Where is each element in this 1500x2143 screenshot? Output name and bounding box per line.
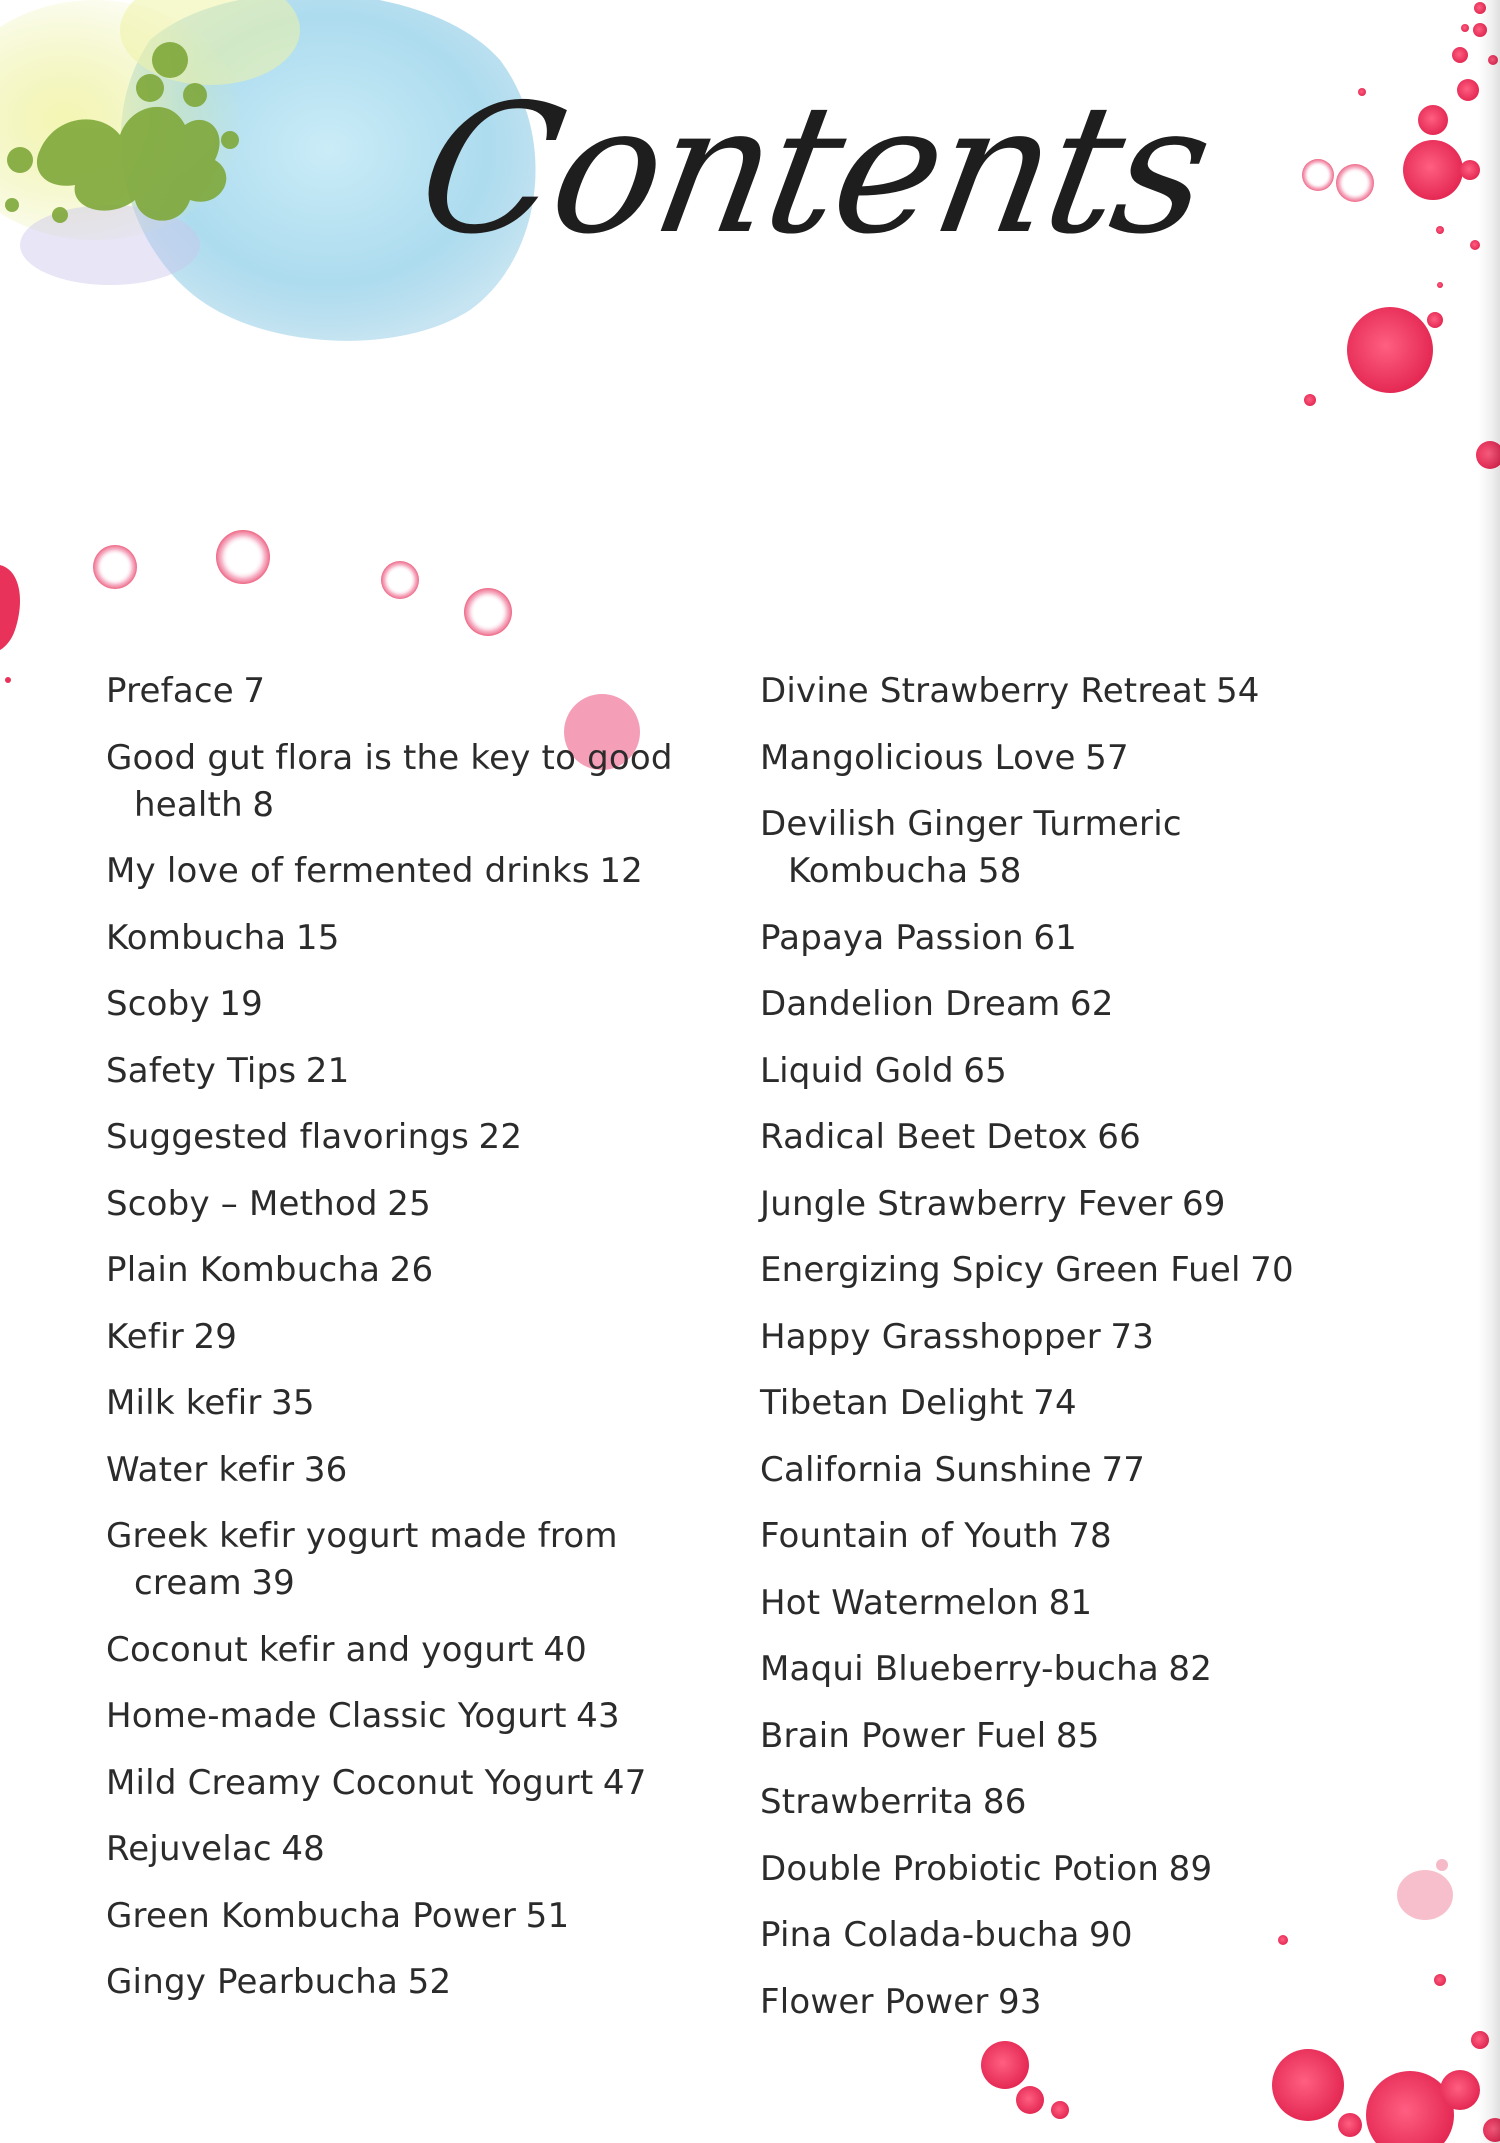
entry-title: Jungle Strawberry Fever (760, 1183, 1173, 1224)
toc-entry (106, 1826, 706, 1873)
page-title: Contents (405, 66, 1223, 273)
entry-title: Fountain of Youth (760, 1516, 1059, 1556)
entry-page-number: 52 (407, 1962, 452, 2002)
entry-title: Preface (106, 671, 234, 711)
entry-title: Tibetan Delight (760, 1383, 1024, 1423)
entry-page-number: 65 (963, 1050, 1007, 1091)
toc-entry (760, 668, 1420, 715)
entry-page-number: 21 (305, 1050, 350, 1091)
entry-page-number: 25 (387, 1183, 431, 1224)
toc-entry (760, 1247, 1420, 1294)
toc-entry (760, 801, 1420, 895)
entry-title: Pina Colada-bucha (760, 1915, 1080, 1955)
entry-page-number: 74 (1033, 1383, 1077, 1423)
entry-page-number: 77 (1101, 1449, 1146, 1490)
toc-entry (760, 1846, 1420, 1893)
entry-title: Safety Tips (106, 1050, 297, 1091)
entry-page-number: 48 (281, 1829, 326, 1869)
entry-page-number: 61 (1033, 917, 1078, 958)
toc-entry (760, 1646, 1420, 1693)
entry-page-number: 81 (1048, 1582, 1093, 1623)
entry-page-number: 93 (998, 1981, 1042, 2022)
entry-page-number: 51 (525, 1895, 570, 1936)
toc-entry (106, 1181, 706, 1228)
entry-title: Scoby (106, 984, 210, 1024)
entry-title: Energizing Spicy Green Fuel (760, 1250, 1241, 1290)
entry-title: Maqui Blueberry-bucha (760, 1649, 1159, 1689)
entry-title: Kombucha (106, 917, 287, 958)
entry-page-number: 39 (251, 1563, 295, 1603)
entry-page-number: 62 (1069, 984, 1114, 1024)
toc-entry (760, 981, 1420, 1028)
toc-entry (760, 1713, 1420, 1760)
pink-splatter-top-right (1304, 2, 1500, 469)
toc-entry (106, 1627, 706, 1674)
toc-entry (106, 1760, 706, 1807)
toc-right-column (760, 668, 1420, 2045)
toc-left-column (106, 668, 706, 2026)
entry-title: Hot Watermelon (760, 1582, 1040, 1623)
toc-entry (106, 1314, 706, 1361)
entry-title: Liquid Gold (760, 1050, 954, 1091)
entry-page-number: 78 (1068, 1516, 1112, 1556)
toc-entry (106, 915, 706, 962)
toc-entry (106, 668, 706, 715)
pink-splash-left (0, 565, 20, 683)
toc-entry (106, 848, 706, 895)
toc-entry (106, 1513, 706, 1607)
toc-entry (106, 1959, 706, 2006)
entry-page-number: 35 (271, 1383, 315, 1423)
entry-title: Coconut kefir and yogurt (106, 1629, 534, 1670)
page-gutter-shadow (1478, 0, 1500, 2143)
entry-title: Plain Kombucha (106, 1250, 381, 1290)
toc-entry (106, 1114, 706, 1161)
entry-page-number: 40 (543, 1629, 587, 1670)
toc-entry (760, 1779, 1420, 1826)
toc-entry (760, 1380, 1420, 1427)
entry-title: Devilish Ginger Turmeric Kombucha (760, 804, 1182, 891)
toc-entry (760, 1114, 1420, 1161)
entry-page-number: 70 (1250, 1250, 1294, 1290)
toc-entry (106, 1893, 706, 1940)
entry-page-number: 58 (977, 851, 1022, 891)
entry-title: Milk kefir (106, 1383, 262, 1423)
entry-page-number: 86 (982, 1782, 1027, 1822)
entry-title: Papaya Passion (760, 917, 1024, 958)
entry-page-number: 29 (193, 1316, 238, 1357)
entry-title: Gingy Pearbucha (106, 1962, 399, 2002)
entry-title: Green Kombucha Power (106, 1895, 517, 1936)
entry-title: Home-made Classic Yogurt (106, 1696, 567, 1736)
entry-page-number: 15 (295, 917, 340, 958)
toc-entry (106, 1380, 706, 1427)
entry-page-number: 82 (1168, 1649, 1213, 1689)
entry-title: Divine Strawberry Retreat (760, 671, 1207, 711)
toc-entry (760, 1447, 1420, 1494)
entry-title: Brain Power Fuel (760, 1715, 1047, 1756)
toc-entry (760, 1314, 1420, 1361)
entry-title: Kefir (106, 1316, 184, 1357)
entry-page-number: 85 (1055, 1715, 1100, 1756)
toc-entry (106, 1693, 706, 1740)
entry-page-number: 89 (1168, 1848, 1213, 1889)
entry-title: Happy Grasshopper (760, 1316, 1101, 1357)
toc-entry (760, 1912, 1420, 1959)
entry-title: Dandelion Dream (760, 984, 1061, 1024)
entry-page-number: 7 (243, 671, 266, 711)
entry-title: Double Probiotic Potion (760, 1848, 1160, 1889)
toc-entry (106, 735, 706, 829)
entry-page-number: 66 (1097, 1117, 1141, 1157)
entry-title: Mangolicious Love (760, 737, 1076, 778)
toc-entry (760, 1181, 1420, 1228)
toc-entry (760, 1580, 1420, 1627)
entry-title: My love of fermented drinks (106, 851, 590, 891)
entry-title: Strawberrita (760, 1782, 974, 1822)
toc-entry (760, 915, 1420, 962)
entry-page-number: 47 (602, 1762, 647, 1803)
toc-entry (760, 1048, 1420, 1095)
toc-entry (106, 981, 706, 1028)
entry-title: Good gut flora is the key to good health (106, 737, 673, 825)
entry-page-number: 90 (1089, 1915, 1133, 1955)
toc-entry (106, 1447, 706, 1494)
entry-page-number: 69 (1181, 1183, 1226, 1224)
entry-page-number: 22 (478, 1117, 523, 1157)
entry-page-number: 43 (576, 1696, 620, 1736)
entry-title: Radical Beet Detox (760, 1117, 1088, 1157)
entry-title: Water kefir (106, 1449, 295, 1490)
toc-entry (106, 1048, 706, 1095)
entry-page-number: 57 (1085, 737, 1129, 778)
toc-entry (106, 1247, 706, 1294)
toc-entry (760, 1979, 1420, 2026)
entry-page-number: 73 (1110, 1316, 1155, 1357)
entry-page-number: 12 (599, 851, 643, 891)
entry-page-number: 19 (219, 984, 263, 1024)
entry-title: Mild Creamy Coconut Yogurt (106, 1762, 594, 1803)
entry-title: Rejuvelac (106, 1829, 272, 1869)
entry-title: Scoby – Method (106, 1183, 378, 1224)
entry-page-number: 36 (303, 1449, 348, 1490)
toc-entry (760, 735, 1420, 782)
entry-page-number: 8 (252, 784, 275, 825)
entry-page-number: 54 (1215, 671, 1260, 711)
entry-title: California Sunshine (760, 1449, 1092, 1490)
entry-title: Greek kefir yogurt made from cream (106, 1516, 618, 1603)
toc-entry (760, 1513, 1420, 1560)
entry-page-number: 26 (389, 1250, 434, 1290)
entry-title: Suggested flavorings (106, 1117, 470, 1157)
entry-title: Flower Power (760, 1981, 989, 2022)
